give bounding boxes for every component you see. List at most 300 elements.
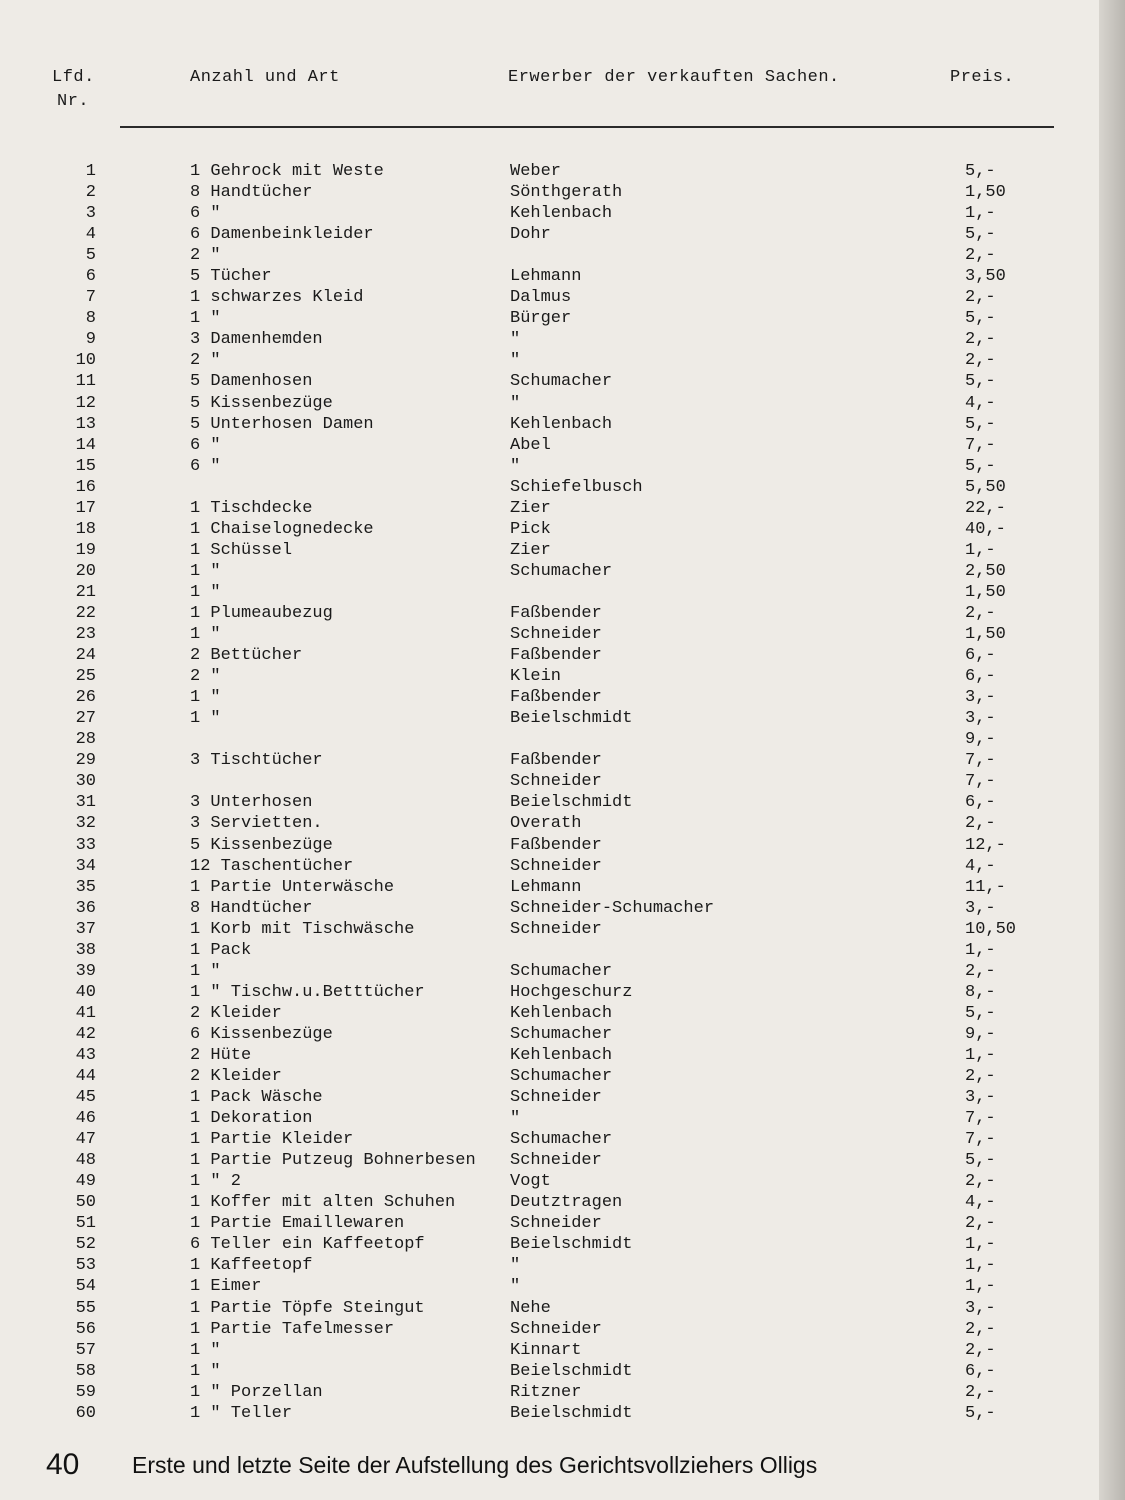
table-row — [0, 225, 1125, 246]
page-footer — [0, 1448, 1125, 1488]
table-row — [0, 1299, 1125, 1320]
price: 40,- — [965, 519, 1006, 539]
row-number: 41 — [75, 1003, 96, 1023]
buyer-name: Kinnart — [510, 1340, 582, 1360]
buyer-name: Schumacher — [510, 1067, 613, 1087]
price: 9,- — [965, 730, 996, 750]
item-description: 2 " — [190, 351, 221, 371]
row-number: 52 — [75, 1235, 96, 1255]
row-number: 9 — [85, 330, 96, 350]
row-number: 59 — [75, 1382, 96, 1402]
table-header — [0, 0, 1125, 130]
item-description: 5 Unterhosen Damen — [190, 414, 374, 434]
price: 1,- — [965, 1045, 996, 1065]
buyer-name: Abel — [510, 435, 551, 455]
row-number: 54 — [75, 1277, 96, 1297]
item-description: 1 Chaiselognedecke — [190, 519, 374, 539]
price: 1,- — [965, 204, 996, 224]
row-number: 19 — [75, 540, 96, 560]
row-number: 3 — [85, 204, 96, 224]
item-description: 1 " 2 — [190, 1172, 242, 1192]
buyer-name: Schneider — [510, 772, 602, 792]
price: 12,- — [965, 835, 1006, 855]
buyer-name: Faßbender — [510, 688, 602, 708]
buyer-name: Schneider — [510, 625, 602, 645]
row-number: 48 — [75, 1151, 96, 1171]
buyer-name: Schneider — [510, 1151, 602, 1171]
table-row — [0, 1067, 1125, 1088]
table-row — [0, 941, 1125, 962]
row-number: 42 — [75, 1024, 96, 1044]
row-number: 55 — [75, 1298, 96, 1318]
item-description: 1 " — [190, 582, 221, 602]
item-description: 2 Hüte — [190, 1045, 252, 1065]
item-description: 1 " — [190, 1361, 221, 1381]
price: 3,- — [965, 1298, 996, 1318]
price: 7,- — [965, 1130, 996, 1150]
item-description: 1 Schüssel — [190, 540, 293, 560]
table-row — [0, 646, 1125, 667]
table-row — [0, 857, 1125, 878]
item-description: 1 " — [190, 688, 221, 708]
table-row — [0, 604, 1125, 625]
buyer-name: Schumacher — [510, 1024, 613, 1044]
table-row — [0, 899, 1125, 920]
table-row — [0, 1320, 1125, 1341]
buyer-name: " — [510, 456, 521, 476]
price: 3,- — [965, 709, 996, 729]
price: 6,- — [965, 1361, 996, 1381]
item-description: 1 " — [190, 625, 221, 645]
price: 1,- — [965, 1235, 996, 1255]
table-row — [0, 730, 1125, 751]
item-description: 3 Servietten. — [190, 814, 323, 834]
item-description: 1 Dekoration — [190, 1109, 313, 1129]
price: 5,- — [965, 1403, 996, 1423]
table-row — [0, 836, 1125, 857]
price: 3,- — [965, 688, 996, 708]
row-number: 20 — [75, 561, 96, 581]
row-number: 50 — [75, 1193, 96, 1213]
table-row — [0, 667, 1125, 688]
buyer-name: Kehlenbach — [510, 414, 613, 434]
row-number: 10 — [75, 351, 96, 371]
price: 2,- — [965, 1214, 996, 1234]
table-row — [0, 1046, 1125, 1067]
table-row — [0, 772, 1125, 793]
row-number: 34 — [75, 856, 96, 876]
buyer-name: Klein — [510, 667, 562, 687]
price: 4,- — [965, 393, 996, 413]
row-number: 12 — [75, 393, 96, 413]
price: 5,- — [965, 1003, 996, 1023]
row-number: 35 — [75, 877, 96, 897]
price: 5,50 — [965, 477, 1006, 497]
item-description: 3 Unterhosen — [190, 793, 313, 813]
item-description: 6 " — [190, 456, 221, 476]
table-row — [0, 267, 1125, 288]
item-description: 3 Tischtücher — [190, 751, 323, 771]
price: 5,- — [965, 162, 996, 181]
buyer-name: Beielschmidt — [510, 793, 633, 813]
buyer-name: " — [510, 1256, 521, 1276]
buyer-name: Lehmann — [510, 877, 582, 897]
price: 6,- — [965, 667, 996, 687]
price: 2,- — [965, 814, 996, 834]
price: 10,50 — [965, 919, 1017, 939]
price: 5,- — [965, 225, 996, 245]
buyer-name: Zier — [510, 540, 551, 560]
item-description: 6 " — [190, 204, 221, 224]
row-number: 28 — [75, 730, 96, 750]
inventory-table — [0, 162, 1125, 1425]
item-description: 5 Kissenbezüge — [190, 393, 333, 413]
item-description: 1 Koffer mit alten Schuhen — [190, 1193, 456, 1213]
header-erwerber: Erwerber der verkauften Sachen. — [508, 68, 840, 87]
buyer-name: Dohr — [510, 225, 551, 245]
item-description: 6 Kissenbezüge — [190, 1024, 333, 1044]
item-description: 1 " — [190, 1340, 221, 1360]
item-description: 1 schwarzes Kleid — [190, 288, 364, 308]
row-number: 17 — [75, 498, 96, 518]
buyer-name: Beielschmidt — [510, 709, 633, 729]
item-description: 8 Handtücher — [190, 183, 313, 203]
price: 2,- — [965, 1340, 996, 1360]
price: 7,- — [965, 435, 996, 455]
row-number: 38 — [75, 940, 96, 960]
table-row — [0, 457, 1125, 478]
item-description: 1 Partie Unterwäsche — [190, 877, 395, 897]
table-row — [0, 1277, 1125, 1298]
price: 2,- — [965, 1172, 996, 1192]
item-description: 2 Bettücher — [190, 646, 303, 666]
price: 5,- — [965, 414, 996, 434]
item-description: 2 Kleider — [190, 1067, 282, 1087]
price: 2,- — [965, 351, 996, 371]
price: 2,- — [965, 246, 996, 266]
row-number: 22 — [75, 603, 96, 623]
buyer-name: Nehe — [510, 1298, 551, 1318]
table-row — [0, 1404, 1125, 1425]
item-description: 1 " Teller — [190, 1403, 293, 1423]
row-number: 1 — [85, 162, 96, 181]
buyer-name: Sönthgerath — [510, 183, 623, 203]
item-description: 1 Korb mit Tischwäsche — [190, 919, 415, 939]
buyer-name: Schneider-Schumacher — [510, 898, 715, 918]
price: 3,50 — [965, 267, 1006, 287]
buyer-name: Ritzner — [510, 1382, 582, 1402]
buyer-name: Schneider — [510, 856, 602, 876]
buyer-name: " — [510, 330, 521, 350]
buyer-name: Schumacher — [510, 1130, 613, 1150]
item-description: 2 " — [190, 667, 221, 687]
table-row — [0, 878, 1125, 899]
item-description: 6 Damenbeinkleider — [190, 225, 374, 245]
table-row — [0, 204, 1125, 225]
row-number: 25 — [75, 667, 96, 687]
row-number: 40 — [75, 982, 96, 1002]
item-description: 1 Pack Wäsche — [190, 1088, 323, 1108]
row-number: 13 — [75, 414, 96, 434]
item-description: 2 " — [190, 246, 221, 266]
buyer-name: Schneider — [510, 1319, 602, 1339]
row-number: 14 — [75, 435, 96, 455]
table-row — [0, 1172, 1125, 1193]
row-number: 16 — [75, 477, 96, 497]
table-row — [0, 814, 1125, 835]
row-number: 7 — [85, 288, 96, 308]
item-description: 3 Damenhemden — [190, 330, 323, 350]
row-number: 47 — [75, 1130, 96, 1150]
price: 4,- — [965, 856, 996, 876]
table-row — [0, 583, 1125, 604]
item-description: 5 Tücher — [190, 267, 272, 287]
buyer-name: Kehlenbach — [510, 1003, 613, 1023]
buyer-name: Schumacher — [510, 561, 613, 581]
table-row — [0, 520, 1125, 541]
table-row — [0, 162, 1125, 183]
buyer-name: Lehmann — [510, 267, 582, 287]
price: 1,- — [965, 540, 996, 560]
table-row — [0, 1256, 1125, 1277]
item-description: 1 Partie Töpfe Steingut — [190, 1298, 425, 1318]
price: 5,- — [965, 372, 996, 392]
row-number: 46 — [75, 1109, 96, 1129]
row-number: 53 — [75, 1256, 96, 1276]
buyer-name: Dalmus — [510, 288, 572, 308]
row-number: 6 — [85, 267, 96, 287]
table-row — [0, 246, 1125, 267]
header-divider — [120, 126, 1054, 128]
buyer-name: Faßbender — [510, 835, 602, 855]
price: 7,- — [965, 1109, 996, 1129]
item-description: 5 Kissenbezüge — [190, 835, 333, 855]
row-number: 21 — [75, 582, 96, 602]
table-row — [0, 625, 1125, 646]
table-row — [0, 983, 1125, 1004]
item-description: 1 " — [190, 709, 221, 729]
buyer-name: Faßbender — [510, 646, 602, 666]
item-description: 1 " — [190, 961, 221, 981]
table-row — [0, 1362, 1125, 1383]
buyer-name: Zier — [510, 498, 551, 518]
table-row — [0, 1235, 1125, 1256]
table-row — [0, 709, 1125, 730]
row-number: 31 — [75, 793, 96, 813]
price: 1,- — [965, 940, 996, 960]
header-nr: Nr. — [57, 92, 90, 111]
price: 5,- — [965, 1151, 996, 1171]
row-number: 23 — [75, 625, 96, 645]
item-description: 1 Plumeaubezug — [190, 603, 333, 623]
item-description: 8 Handtücher — [190, 898, 313, 918]
item-description: 1 Kaffeetopf — [190, 1256, 313, 1276]
price: 1,50 — [965, 183, 1006, 203]
row-number: 2 — [85, 183, 96, 203]
table-row — [0, 309, 1125, 330]
table-row — [0, 499, 1125, 520]
table-row — [0, 1088, 1125, 1109]
row-number: 30 — [75, 772, 96, 792]
row-number: 44 — [75, 1067, 96, 1087]
item-description: 1 " Porzellan — [190, 1382, 323, 1402]
table-row — [0, 541, 1125, 562]
table-row — [0, 688, 1125, 709]
price: 7,- — [965, 772, 996, 792]
buyer-name: Beielschmidt — [510, 1403, 633, 1423]
table-row — [0, 751, 1125, 772]
row-number: 57 — [75, 1340, 96, 1360]
price: 2,- — [965, 288, 996, 308]
table-row — [0, 1025, 1125, 1046]
row-number: 37 — [75, 919, 96, 939]
buyer-name: " — [510, 393, 521, 413]
row-number: 58 — [75, 1361, 96, 1381]
price: 2,- — [965, 330, 996, 350]
page-number: 40 — [46, 1448, 80, 1481]
row-number: 56 — [75, 1319, 96, 1339]
buyer-name: " — [510, 351, 521, 371]
price: 8,- — [965, 982, 996, 1002]
price: 2,- — [965, 961, 996, 981]
buyer-name: " — [510, 1277, 521, 1297]
buyer-name: Pick — [510, 519, 551, 539]
row-number: 45 — [75, 1088, 96, 1108]
row-number: 11 — [75, 372, 96, 392]
buyer-name: Schneider — [510, 1214, 602, 1234]
buyer-name: Schumacher — [510, 372, 613, 392]
buyer-name: Bürger — [510, 309, 572, 329]
row-number: 27 — [75, 709, 96, 729]
table-row — [0, 920, 1125, 941]
item-description: 1 " — [190, 309, 221, 329]
price: 2,- — [965, 603, 996, 623]
price: 2,- — [965, 1319, 996, 1339]
price: 22,- — [965, 498, 1006, 518]
table-row — [0, 1151, 1125, 1172]
buyer-name: Schumacher — [510, 961, 613, 981]
item-description: 1 Partie Putzeug Bohnerbesen — [190, 1151, 476, 1171]
row-number: 33 — [75, 835, 96, 855]
header-lfd: Lfd. — [52, 68, 95, 87]
header-preis: Preis. — [950, 68, 1015, 87]
item-description: 1 Eimer — [190, 1277, 262, 1297]
table-row — [0, 1109, 1125, 1130]
table-row — [0, 1193, 1125, 1214]
header-anzahl-und-art: Anzahl und Art — [190, 68, 340, 87]
row-number: 18 — [75, 519, 96, 539]
row-number: 15 — [75, 456, 96, 476]
table-row — [0, 330, 1125, 351]
row-number: 39 — [75, 961, 96, 981]
table-row — [0, 372, 1125, 393]
price: 2,- — [965, 1382, 996, 1402]
buyer-name: Kehlenbach — [510, 1045, 613, 1065]
buyer-name: Hochgeschurz — [510, 982, 633, 1002]
table-row — [0, 478, 1125, 499]
figure-caption: Erste und letzte Seite der Aufstellung des Gerichtsvollziehers Olligs — [132, 1452, 818, 1478]
table-row — [0, 415, 1125, 436]
buyer-name: Beielschmidt — [510, 1235, 633, 1255]
item-description: 5 Damenhosen — [190, 372, 313, 392]
buyer-name: Overath — [510, 814, 582, 834]
price: 9,- — [965, 1024, 996, 1044]
table-row — [0, 183, 1125, 204]
item-description: 1 Tischdecke — [190, 498, 313, 518]
buyer-name: Schneider — [510, 1088, 602, 1108]
price: 11,- — [965, 877, 1006, 897]
row-number: 32 — [75, 814, 96, 834]
buyer-name: Vogt — [510, 1172, 551, 1192]
buyer-name: Faßbender — [510, 751, 602, 771]
price: 2,50 — [965, 561, 1006, 581]
item-description: 1 Partie Kleider — [190, 1130, 354, 1150]
row-number: 26 — [75, 688, 96, 708]
item-description: 1 Gehrock mit Weste — [190, 162, 384, 181]
price: 4,- — [965, 1193, 996, 1213]
row-number: 24 — [75, 646, 96, 666]
price: 5,- — [965, 309, 996, 329]
row-number: 29 — [75, 751, 96, 771]
table-row — [0, 436, 1125, 457]
price: 1,- — [965, 1277, 996, 1297]
item-description: 6 " — [190, 435, 221, 455]
price: 3,- — [965, 1088, 996, 1108]
price: 6,- — [965, 793, 996, 813]
row-number: 43 — [75, 1045, 96, 1065]
table-row — [0, 562, 1125, 583]
table-row — [0, 1383, 1125, 1404]
buyer-name: Kehlenbach — [510, 204, 613, 224]
table-row — [0, 394, 1125, 415]
table-row — [0, 1214, 1125, 1235]
item-description: 1 " Tischw.u.Betttücher — [190, 982, 425, 1002]
table-row — [0, 793, 1125, 814]
row-number: 49 — [75, 1172, 96, 1192]
buyer-name: Deutztragen — [510, 1193, 623, 1213]
item-description: 1 Partie Tafelmesser — [190, 1319, 395, 1339]
price: 2,- — [965, 1067, 996, 1087]
buyer-name: Schiefelbusch — [510, 477, 643, 497]
row-number: 4 — [85, 225, 96, 245]
price: 7,- — [965, 751, 996, 771]
item-description: 12 Taschentücher — [190, 856, 354, 876]
table-row — [0, 288, 1125, 309]
table-row — [0, 351, 1125, 372]
row-number: 60 — [75, 1403, 96, 1423]
buyer-name: Schneider — [510, 919, 602, 939]
item-description: 2 Kleider — [190, 1003, 282, 1023]
table-row — [0, 1004, 1125, 1025]
price: 5,- — [965, 456, 996, 476]
row-number: 36 — [75, 898, 96, 918]
buyer-name: " — [510, 1109, 521, 1129]
table-row — [0, 1130, 1125, 1151]
buyer-name: Beielschmidt — [510, 1361, 633, 1381]
row-number: 51 — [75, 1214, 96, 1234]
price: 3,- — [965, 898, 996, 918]
item-description: 1 Partie Emaillewaren — [190, 1214, 405, 1234]
table-row — [0, 1341, 1125, 1362]
item-description: 6 Teller ein Kaffeetopf — [190, 1235, 425, 1255]
price: 1,50 — [965, 582, 1006, 602]
row-number: 8 — [85, 309, 96, 329]
row-number: 5 — [85, 246, 96, 266]
price: 1,- — [965, 1256, 996, 1276]
price: 1,50 — [965, 625, 1006, 645]
item-description: 1 " — [190, 561, 221, 581]
buyer-name: Faßbender — [510, 603, 602, 623]
